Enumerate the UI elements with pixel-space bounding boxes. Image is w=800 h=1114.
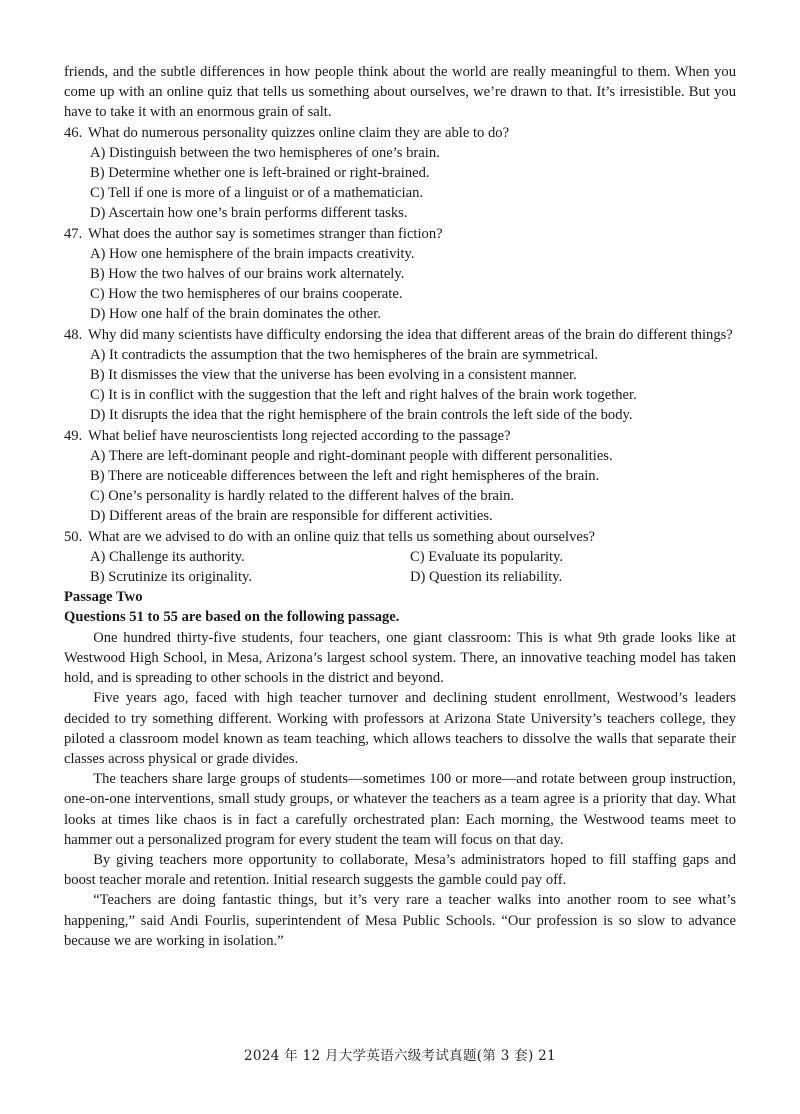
option-b: B) There are noticeable differences between the left and right hemispheres of the brain. [90,468,600,485]
passage-paragraph: One hundred thirty-five students, four teachers, one giant classroom: This is what 9th grade looks like at Westwood High School, in Mesa, Arizona’s largest school system. There, an innovative teaching model has taken hold, and is spreading to other schools in the district and beyond. [64,629,736,687]
option-b: B) It dismisses the view that the universe has been evolving in a consistent manner. [90,367,577,384]
question-stem [64,527,736,547]
exam-page [64,62,736,951]
option-c: C) One’s personality is hardly related to the different halves of the brain. [90,488,515,505]
question-stem [64,325,736,345]
question-stem [64,224,736,244]
option-a: A) It contradicts the assumption that the two hemispheres of the brain are symmetrical. [90,346,599,363]
option-b: B) How the two halves of our brains work alternately. [90,266,405,283]
options-grid [64,547,736,587]
passage-paragraph: The teachers share large groups of students—sometimes 100 or more—and rotate between group instruction, one-on-one interventions, small study groups, or whatever the teachers as a team agree is a priority that day. What looks at times like chaos is in fact a carefully orchestrated plan: Each morning, the Westwood teams meet to hammer out a personalized program for every student the team will focus on that day. [64,771,736,848]
question-text: What does the author say is sometimes stranger than fiction? [88,225,443,242]
question-stem [64,426,736,446]
option-c: C) It is in conflict with the suggestion that the left and right halves of the brain work together. [90,387,637,404]
option-c: C) Evaluate its popularity. [410,548,564,565]
question-text: What belief have neuroscientists long rejected according to the passage? [88,427,511,444]
question-48 [64,325,736,426]
question-text: What are we advised to do with an online quiz that tells us something about ourselves? [88,528,596,545]
option-d: D) How one half of the brain dominates the other. [90,306,381,323]
question-number: 49. [64,427,83,444]
question-stem [64,123,736,143]
passage-title: Passage Two [64,589,143,606]
option-a: A) There are left-dominant people and right-dominant people with different personalities. [90,447,613,464]
question-46 [64,123,736,224]
option-d: D) Question its reliability. [410,569,563,586]
question-number: 46. [64,124,83,141]
option-c: C) How the two hemispheres of our brains cooperate. [90,286,403,303]
question-number: 50. [64,528,83,545]
question-47 [64,224,736,325]
option-d: D) It disrupts the idea that the right hemisphere of the brain controls the left side of the body. [90,407,633,424]
question-number: 48. [64,326,83,343]
question-50 [64,527,736,588]
option-a: A) Challenge its authority. [90,548,245,565]
question-text: Why did many scientists have difficulty endorsing the idea that different areas of the brain do different things? [88,326,733,343]
passage-instruction: Questions 51 to 55 are based on the following passage. [64,609,400,626]
option-d: D) Ascertain how one’s brain performs different tasks. [90,205,408,222]
passage-paragraph: “Teachers are doing fantastic things, but it’s very rare a teacher walks into another room to see what’s happening,” said Andi Fourlis, superintendent of Mesa Public Schools. “Our profession is so slow to advance because we are working in isolation.” [64,892,736,949]
option-b: B) Determine whether one is left-brained or right-brained. [90,165,430,182]
page-footer: 2024 年 12 月大学英语六级考试真题(第 3 套) 21 [244,1048,556,1064]
option-c: C) Tell if one is more of a linguist or of a mathematician. [90,185,424,202]
intro-paragraph: friends, and the subtle differences in how people think about the world are really meaningful to them. When you come up with an online quiz that tells us something about ourselves, we’re drawn to that. It’s irresistible. But you have to take it with an enormous grain of salt. [64,64,736,121]
passage-paragraph: By giving teachers more opportunity to collaborate, Mesa’s administrators hoped to fill staffing gaps and boost teacher morale and retention. Initial research suggests the gamble could pay off. [64,851,736,889]
question-number: 47. [64,225,83,242]
question-text: What do numerous personality quizzes online claim they are able to do? [88,124,510,141]
option-d: D) Different areas of the brain are responsible for different activities. [90,508,493,525]
question-49 [64,426,736,527]
option-a: A) How one hemisphere of the brain impacts creativity. [90,245,415,262]
option-b: B) Scrutinize its originality. [90,569,252,586]
passage-paragraph: Five years ago, faced with high teacher turnover and declining student enrollment, Westwood’s leaders decided to try something different. Working with professors at Arizona State University’s teachers college, they piloted a classroom model known as team teaching, which allows teachers to dissolve the walls that separate their classes across physical or grade divides. [64,690,736,767]
option-a: A) Distinguish between the two hemispheres of one’s brain. [90,144,440,161]
